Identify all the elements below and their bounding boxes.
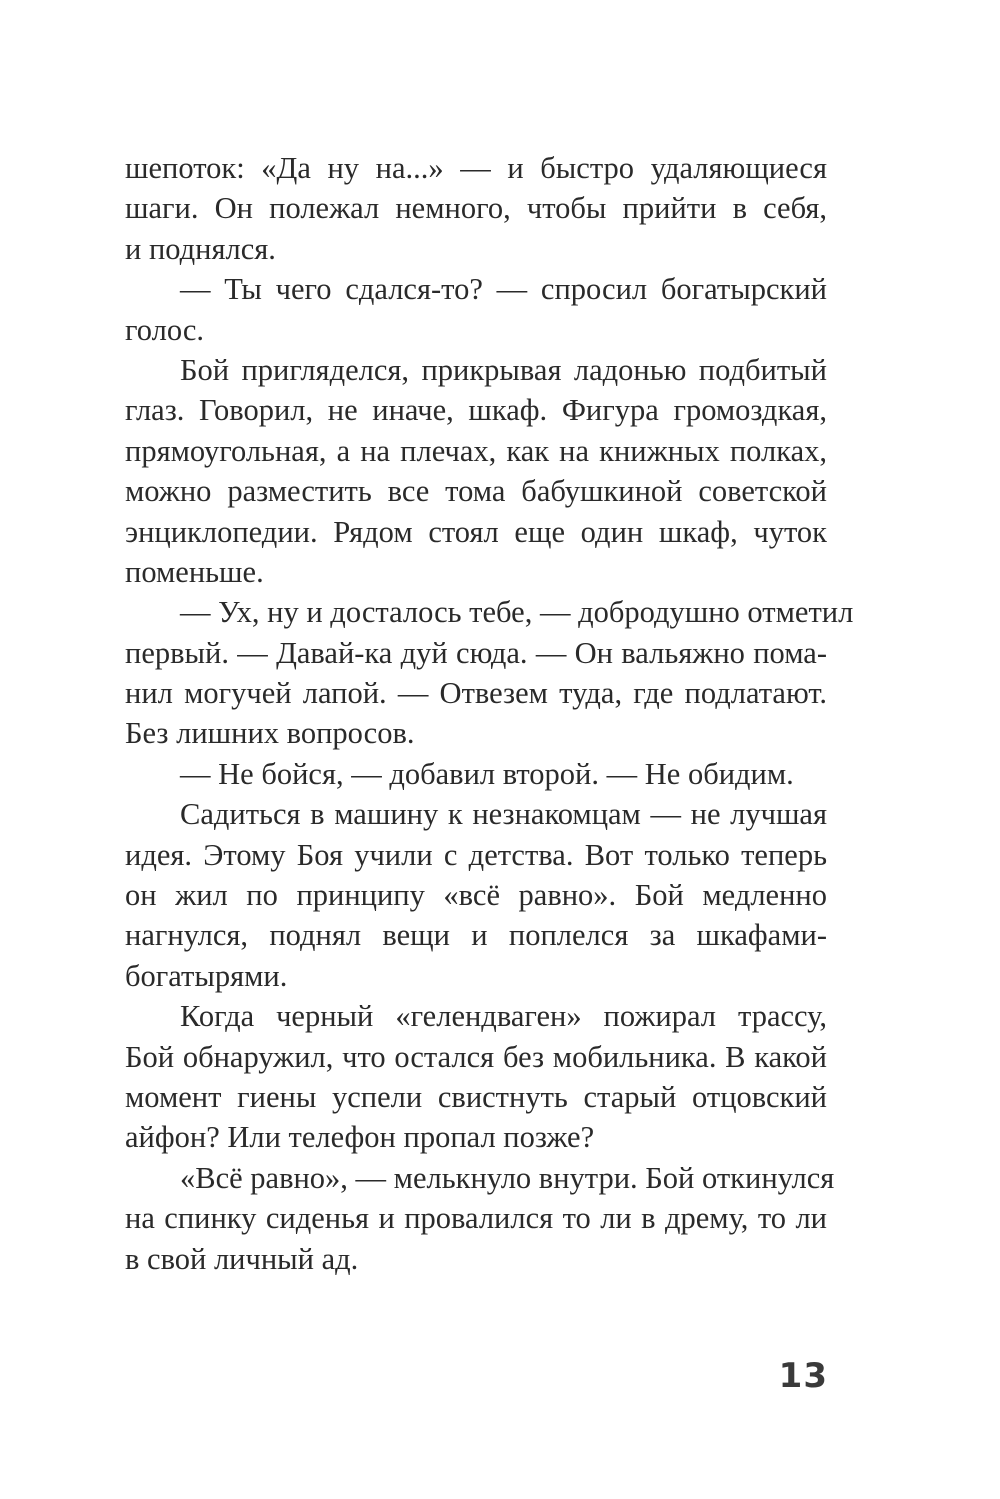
text-line: и поднялся.: [125, 231, 276, 266]
text-line: — Не бойся, — добавил второй. — Не обидим.: [180, 756, 794, 791]
text-line: «Всё равно», — мелькнуло внутри. Бой откинулся: [180, 1160, 835, 1195]
text-line: энциклопедии. Рядом стоял еще один шкаф, чуток: [125, 514, 827, 549]
text-line: — Ты чего сдался-то? — спросил богатырский: [180, 272, 827, 307]
text-line: Когда черный «гелендваген» пожирал трассу,: [180, 999, 827, 1034]
text-line: момент гиены успели свистнуть старый отцовский: [125, 1079, 827, 1114]
text-line: Бой пригляделся, прикрывая ладонью подбитый: [180, 352, 827, 387]
text-line: шаги. Он полежал немного, чтобы прийти в себя,: [125, 191, 827, 226]
text-line: — Ух, ну и досталось тебе, — добродушно отметил: [180, 595, 854, 630]
text-line: нил могучей лапой. — Отвезем туда, где подлатают.: [125, 676, 827, 711]
text-line: на спинку сиденья и провалился то ли в дрему, то ли: [125, 1201, 827, 1236]
text-line: Без лишних вопросов.: [125, 716, 415, 751]
text-line: шепоток: «Да ну на...» — и быстро удаляющиеся: [125, 151, 827, 185]
body-text: [125, 148, 854, 1279]
text-line: голос.: [125, 312, 204, 347]
page-number: 13: [778, 1356, 828, 1396]
text-line: нагнулся, поднял вещи и поплелся за шкафами-: [125, 918, 827, 953]
text-line: глаз. Говорил, не иначе, шкаф. Фигура громоздкая,: [125, 393, 827, 428]
text-line: Бой обнаружил, что остался без мобильника. В какой: [125, 1039, 827, 1074]
text-line: Садиться в машину к незнакомцам — не лучшая: [180, 797, 827, 832]
text-line: поменьше.: [125, 554, 264, 589]
text-line: айфон? Или телефон пропал позже?: [125, 1120, 595, 1155]
text-line: в свой личный ад.: [125, 1241, 359, 1276]
text-line: идея. Этому Боя учили с детства. Вот только теперь: [125, 837, 827, 872]
text-line: первый. — Давай-ка дуй сюда. — Он вальяжно пома-: [125, 635, 827, 670]
text-line: прямоугольная, а на плечах, как на книжных полках,: [125, 433, 827, 468]
text-line: богатырями.: [125, 958, 288, 993]
text-line: можно разместить все тома бабушкиной советской: [125, 474, 827, 509]
text-line: он жил по принципу «всё равно». Бой медленно: [125, 878, 827, 913]
